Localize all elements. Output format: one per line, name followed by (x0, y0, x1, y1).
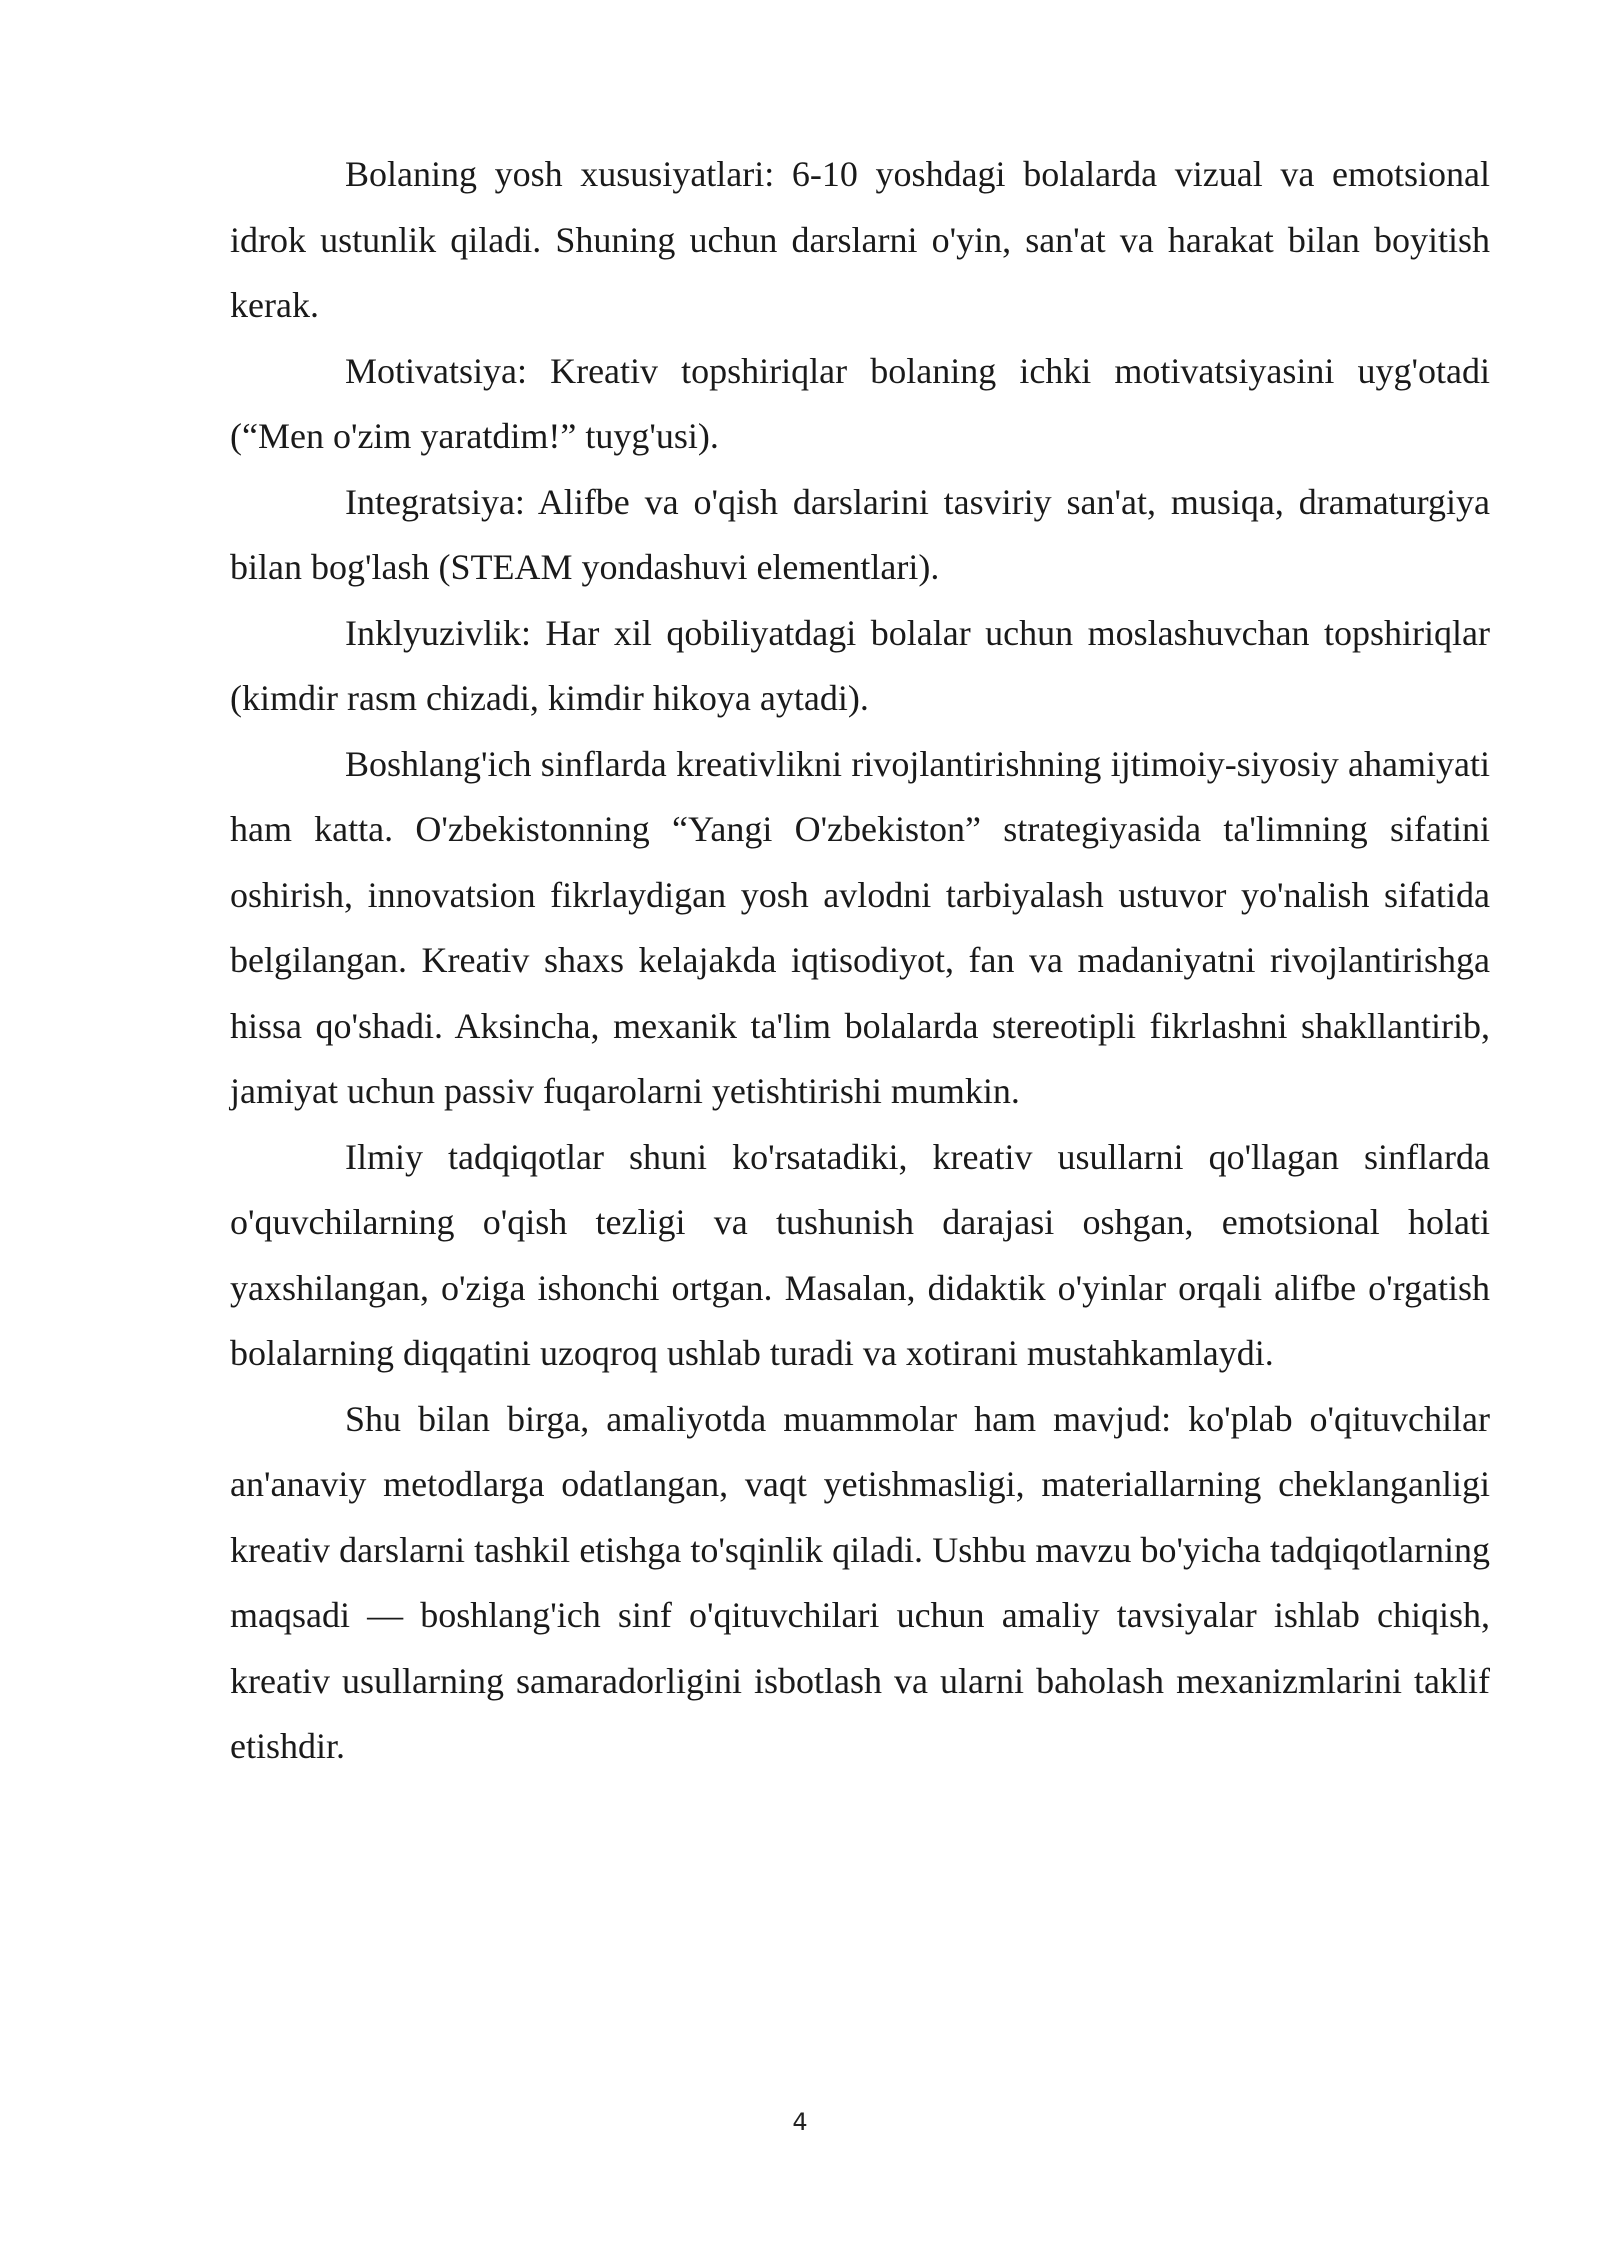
page-body (230, 142, 1490, 1780)
paragraph-inclusivity: Inklyuzivlik: Har xil qobiliyatdagi bolalar uchun moslashuvchan topshiriqlar (kimdir rasm chizadi, kimdir hikoya aytadi). (230, 612, 1490, 718)
paragraph-integration: Integratsiya: Alifbe va o'qish darslarini tasviriy san'at, musiqa, dramaturgiya bilan bog'lash (STEAM yondashuvi elementlari). (230, 481, 1490, 587)
paragraph-age-characteristics: Bolaning yosh xususiyatlari: 6-10 yoshdagi bolalarda vizual va emotsional idrok ustunlik qiladi. Shuning uchun darslarni o'yin, san'at va harakat bilan boyitish kerak. (230, 154, 1490, 325)
page-number: 4 (792, 2108, 808, 2136)
paragraph-problems-and-aim: Shu bilan birga, amaliyotda muammolar ham mavjud: ko'plab o'qituvchilar an'anaviy metodlarga odatlangan, vaqt yetishmasligi, materiallarning cheklanganligi kreativ darslarni tashkil etishga to'sqinlik qiladi. Ushbu mavzu bo'yicha tadqiqotlarning maqsadi — boshlang'ich sinf o'qituvchilari uchun amaliy tavsiyalar ishlab chiqish, kreativ usullarning samaradorligini isbotlash va ularni baholash mexanizmlarini taklif etishdir. (230, 1398, 1490, 1766)
paragraph-social-importance: Boshlang'ich sinflarda kreativlikni rivojlantirishning ijtimoiy-siyosiy ahamiyati ham katta. O'zbekistonning “Yangi O'zbekiston” strategiyasida ta'limning sifatini oshirish, innovatsion fikrlaydigan yosh avlodni tarbiyalash ustuvor yo'nalish sifatida belgilangan. Kreativ shaxs kelajakda iqtisodiyot, fan va madaniyatni rivojlantirishga hissa qo'shadi. Aksincha, mexanik ta'lim bolalarda stereotipli fikrlashni shakllantirib, jamiyat uchun passiv fuqarolarni yetishtirishi mumkin. (230, 743, 1490, 1111)
paragraph-research-findings: Ilmiy tadqiqotlar shuni ko'rsatadiki, kreativ usullarni qo'llagan sinflarda o'quvchilarning o'qish tezligi va tushunish darajasi oshgan, emotsional holati yaxshilangan, o'ziga ishonchi ortgan. Masalan, didaktik o'yinlar orqali alifbe o'rgatish bolalarning diqqatini uzoqroq ushlab turadi va xotirani mustahkamlaydi. (230, 1136, 1490, 1373)
paragraph-motivation: Motivatsiya: Kreativ topshiriqlar bolaning ichki motivatsiyasini uyg'otadi (“Men o'zim yaratdim!” tuyg'usi). (230, 350, 1490, 456)
